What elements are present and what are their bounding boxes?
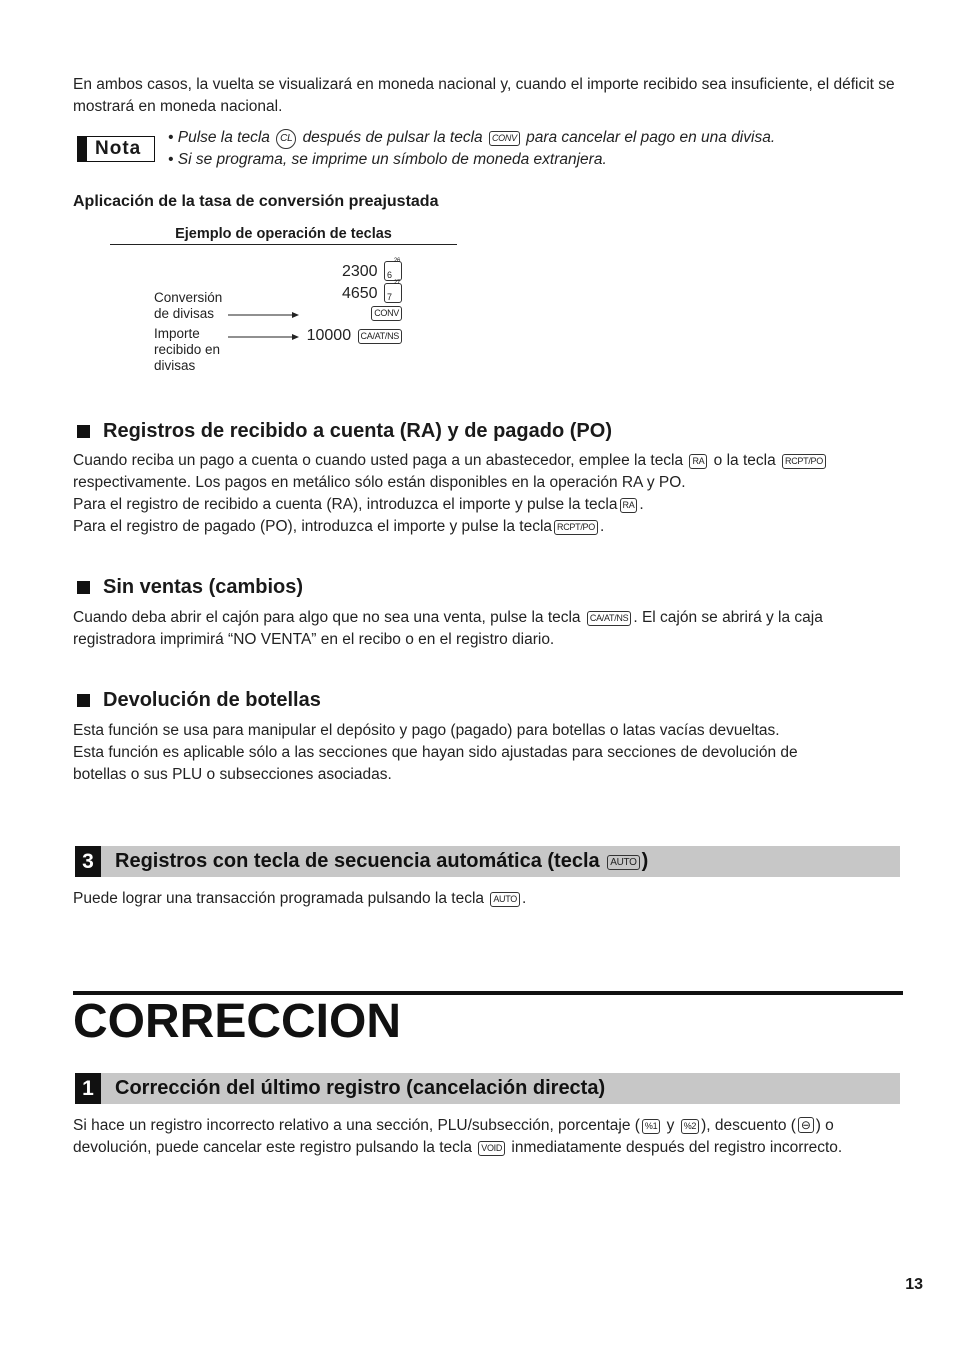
section-3-number: 3 [75,846,101,877]
label-importe: Importe recibido en divisas [154,326,221,373]
no-sale-title: Sin ventas (cambios) [103,576,304,598]
section-3-title-a: Registros con tecla de secuencia automática (tecla [115,850,600,872]
ca-at-ns-key-icon-diagram: CA/AT/NS [358,329,402,344]
cl-key-icon: CL [276,129,296,149]
preset-heading: Aplicación de la tasa de conversión preajustada [73,193,439,210]
section-1-line-1-a: Si hace un registro incorrecto relativo a una sección, PLU/subsección, porcentaje ( [73,1117,640,1134]
intro-paragraph: En ambos casos, la vuelta se visualizará en moneda nacional y, cuando el importe recibido sea insuficiente, el déficit se mostrará en moneda nacional. [73,76,895,115]
section-1-paragraph [73,1115,913,1159]
bottle-heading [77,689,321,712]
key-7-label: 7 [387,292,392,302]
ra-po-line-4-a: Para el registro de pagado (PO), introduzca el importe y pulse la tecla [73,518,553,535]
bottle-title: Devolución de botellas [103,689,321,711]
no-sale-heading [77,576,303,599]
section-3-text-a: Puede lograr una transacción programada pulsando la tecla [73,890,485,907]
ra-po-line-1 [73,450,913,472]
rcpt-po-key-icon: RCPT/PO [782,454,826,469]
ra-po-line-1-a: Cuando reciba un pago a cuenta o cuando usted paga a un abastecedor, emplee la tecla [73,452,684,469]
section-1-line-1 [73,1115,913,1137]
no-sale-paragraph [73,607,913,651]
entry-2-number: 4650 [341,285,378,302]
ra-po-line-2: respectivamente. Los pagos en metálico sólo están disponibles en la operación RA y PO. [73,474,686,491]
key-7-sup: 27 [393,280,400,286]
ra-key-icon: RA [689,454,707,469]
section-1-line-1-c: ), descuento ( [701,1117,796,1134]
section-1-band [75,1073,900,1104]
percent-2-key-icon: %2 [681,1119,699,1134]
percent-1-key-icon: %1 [642,1119,660,1134]
key-6-sup: 26 [393,258,400,264]
ra-po-line-4 [73,516,913,538]
section-1-line-2-a: devolución, puede cancelar este registro pulsando la tecla [73,1139,472,1156]
entry-row-4 [280,327,404,345]
entry-row-1 [300,258,404,281]
square-bullet-icon [77,425,90,438]
key-6-label: 6 [387,270,392,280]
bottle-line-3: botellas o sus PLU o subsecciones asociadas. [73,766,392,783]
nota-line-1-text-b: después de pulsar la tecla [302,129,483,146]
section-1-line-1-b: y [666,1117,675,1134]
square-bullet-icon [77,581,90,594]
square-bullet-icon [77,694,90,707]
example-title: Ejemplo de operación de teclas [110,226,457,245]
key-7-icon [384,280,402,303]
label-conversion: Conversión de divisas [154,290,223,321]
nota-badge-bar [78,137,87,161]
auto-key-icon: AUTO [607,855,639,870]
section-3-title-b: ) [641,850,649,872]
no-sale-line-2: registradora imprimirá “NO VENTA” en el recibo o en el registro diario. [73,631,555,648]
ra-po-paragraph [73,450,913,538]
section-1-line-1-d: ) o [815,1117,834,1134]
minus-key-icon: ⊖ [798,1117,814,1133]
bottle-paragraph [73,720,913,786]
ra-po-line-3 [73,494,913,516]
ra-po-line-3-a: Para el registro de recibido a cuenta (RA), introduzca el importe y pulse la tecla [73,496,618,513]
section-1-title: Corrección del último registro (cancelación directa) [115,1077,606,1099]
rcpt-po-key-icon-2: RCPT/PO [554,520,598,535]
entry-4-number: 10000 [306,327,352,344]
nota-line-2: • Si se programa, se imprime un símbolo de moneda extranjera. [168,151,607,168]
no-sale-line-1-b: . El cajón se abrirá y la caja [633,609,823,626]
ra-po-line-4-b: . [599,518,605,535]
section-3-band [75,846,900,877]
entry-1-number: 2300 [341,263,378,280]
ra-po-heading [77,420,612,443]
ra-po-line-3-b: . [639,496,644,513]
entry-row-2 [300,280,404,303]
bottle-line-2: Esta función es aplicable sólo a las secciones que hayan sido ajustadas para secciones de devolución de [73,744,798,761]
arrow-conversion-head [292,312,299,318]
bottle-line-1: Esta función se usa para manipular el depósito y pago (pagado) para botellas o latas vacías devueltas. [73,722,780,739]
nota-badge-label: Nota [95,138,142,159]
nota-badge [77,136,155,162]
chapter-title: CORRECCION [73,995,402,1048]
no-sale-line-1-a: Cuando deba abrir el cajón para algo que no sea una venta, pulse la tecla [73,609,581,626]
auto-key-icon-2: AUTO [490,892,520,907]
section-1-line-2-b: inmediatamente después del registro incorrecto. [511,1139,843,1156]
section-1-line-2 [73,1137,913,1159]
section-3-text-b: . [521,890,527,907]
nota-line-1-text-c: para cancelar el pago en una divisa. [526,129,776,146]
entry-row-3 [300,304,404,322]
void-key-icon: VOID [478,1141,505,1156]
conv-key-icon: CONV [489,131,520,146]
no-sale-line-1 [73,607,913,629]
ra-key-icon-2: RA [620,498,638,513]
nota-line-1 [168,127,775,149]
page-number: 13 [905,1276,923,1293]
nota-line-1-text-a: • Pulse la tecla [168,129,270,146]
ca-at-ns-key-icon: CA/AT/NS [587,611,631,626]
section-3-title [115,850,648,873]
conv-key-icon-diagram: CONV [371,306,402,321]
section-1-number: 1 [75,1073,101,1104]
ra-po-title: Registros de recibido a cuenta (RA) y de pagado (PO) [103,420,612,442]
ra-po-line-1-b: o la tecla [713,452,776,469]
section-3-text [73,888,526,910]
